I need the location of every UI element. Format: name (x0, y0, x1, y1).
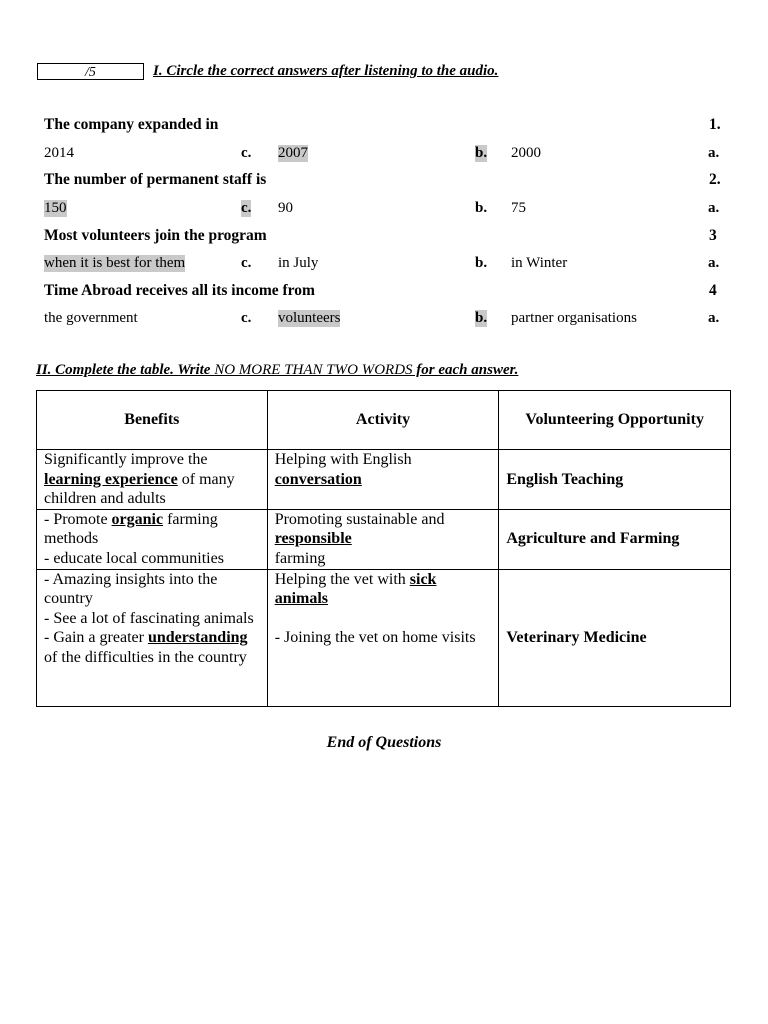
cell-text: Helping the vet with (274, 570, 410, 588)
q2-option-c[interactable]: 150 (44, 200, 67, 216)
section-2-title (36, 362, 518, 379)
q4-letter-b: b. (475, 310, 488, 326)
table-row (37, 569, 731, 706)
q4-option-b[interactable]: volunteers (278, 310, 341, 326)
cell-text: - Gain a greater (44, 629, 148, 646)
q2-letter-a: a. (708, 200, 720, 216)
q1-option-a[interactable]: 2000 (511, 145, 541, 161)
cell-text: - Promote (44, 510, 112, 528)
q3-option-b[interactable]: in July (278, 255, 319, 271)
end-of-questions: End of Questions (326, 734, 442, 751)
answer-learning-experience: learning experience (44, 470, 178, 488)
q3-option-c[interactable]: when it is best for them (44, 255, 186, 271)
cell-text: of the difficulties in the country (44, 648, 247, 666)
table-header-row (37, 391, 731, 450)
answer-conversation: conversation (274, 470, 362, 488)
cell-text: Helping with English (274, 451, 412, 468)
q1-option-c[interactable]: 2014 (44, 145, 74, 161)
benefits-cell (37, 450, 268, 510)
q4-option-c[interactable]: the government (44, 310, 138, 326)
q3-letter-a: a. (708, 255, 720, 271)
benefits-cell (37, 509, 268, 569)
q2-option-b[interactable]: 90 (278, 200, 293, 216)
opportunity-cell: Veterinary Medicine (499, 569, 731, 706)
q2-option-a[interactable]: 75 (511, 200, 526, 216)
question-1-text: The company expanded in (44, 116, 219, 133)
question-2-number: 2. (709, 171, 721, 188)
q1-letter-b: b. (475, 145, 488, 161)
cell-text: Significantly improve the (44, 451, 208, 468)
q4-letter-a: a. (708, 310, 720, 326)
cell-text: - See a lot of fascinating animals (44, 609, 254, 627)
cell-text: farming (274, 549, 326, 567)
header-benefits: Benefits (37, 391, 268, 450)
opportunity-cell: English Teaching (499, 450, 731, 510)
answer-understanding: understanding (147, 629, 248, 646)
q2-letter-b: b. (475, 200, 488, 216)
q4-option-a[interactable]: partner organisations (511, 310, 637, 326)
cell-text: farming methods (44, 510, 218, 547)
section-1-title: I. Circle the correct answers after listening to the audio. (153, 63, 499, 79)
q3-letter-b: b. (475, 255, 488, 271)
activity-cell (267, 569, 499, 706)
section-2-title-part-3: for each answer. (412, 362, 519, 378)
header-opportunity: Volunteering Opportunity (499, 391, 731, 450)
cell-text: - Joining the vet on home visits (274, 629, 476, 646)
cell-text: - Amazing insights into the country (44, 570, 218, 607)
answer-responsible: responsible (274, 530, 352, 547)
answer-organic: organic (111, 510, 164, 528)
header-activity: Activity (267, 391, 499, 450)
q1-letter-c: c. (241, 145, 252, 161)
q1-letter-a: a. (708, 145, 720, 161)
q4-letter-c: c. (241, 310, 252, 326)
answer-sick-animals: sick animals (274, 570, 437, 607)
q2-letter-c: c. (241, 200, 252, 216)
cell-text: of many children and adults (44, 470, 235, 507)
activity-cell (267, 450, 499, 510)
question-3-number: 3 (709, 227, 717, 244)
question-2-text: The number of permanent staff is (44, 171, 267, 188)
question-3-text: Most volunteers join the program (44, 227, 267, 244)
cell-text: - educate local communities (44, 549, 224, 567)
question-4-number: 4 (709, 282, 717, 299)
table-row (37, 450, 731, 510)
q3-option-a[interactable]: in Winter (511, 255, 568, 271)
q1-option-b[interactable]: 2007 (278, 145, 308, 161)
question-1-number: 1. (709, 116, 721, 133)
benefits-cell (37, 569, 268, 706)
score-box: /5 (37, 63, 144, 80)
answer-table (36, 390, 731, 707)
question-4-text: Time Abroad receives all its income from (44, 282, 315, 299)
q3-letter-c: c. (241, 255, 252, 271)
activity-cell (267, 509, 499, 569)
opportunity-cell: Agriculture and Farming (499, 509, 731, 569)
section-2-title-emphasis: NO MORE THAN TWO WORDS (214, 362, 413, 378)
table-row (37, 509, 731, 569)
section-2-title-part-1: II. Complete the table. Write (36, 362, 215, 378)
cell-text: Promoting sustainable and (274, 510, 445, 528)
